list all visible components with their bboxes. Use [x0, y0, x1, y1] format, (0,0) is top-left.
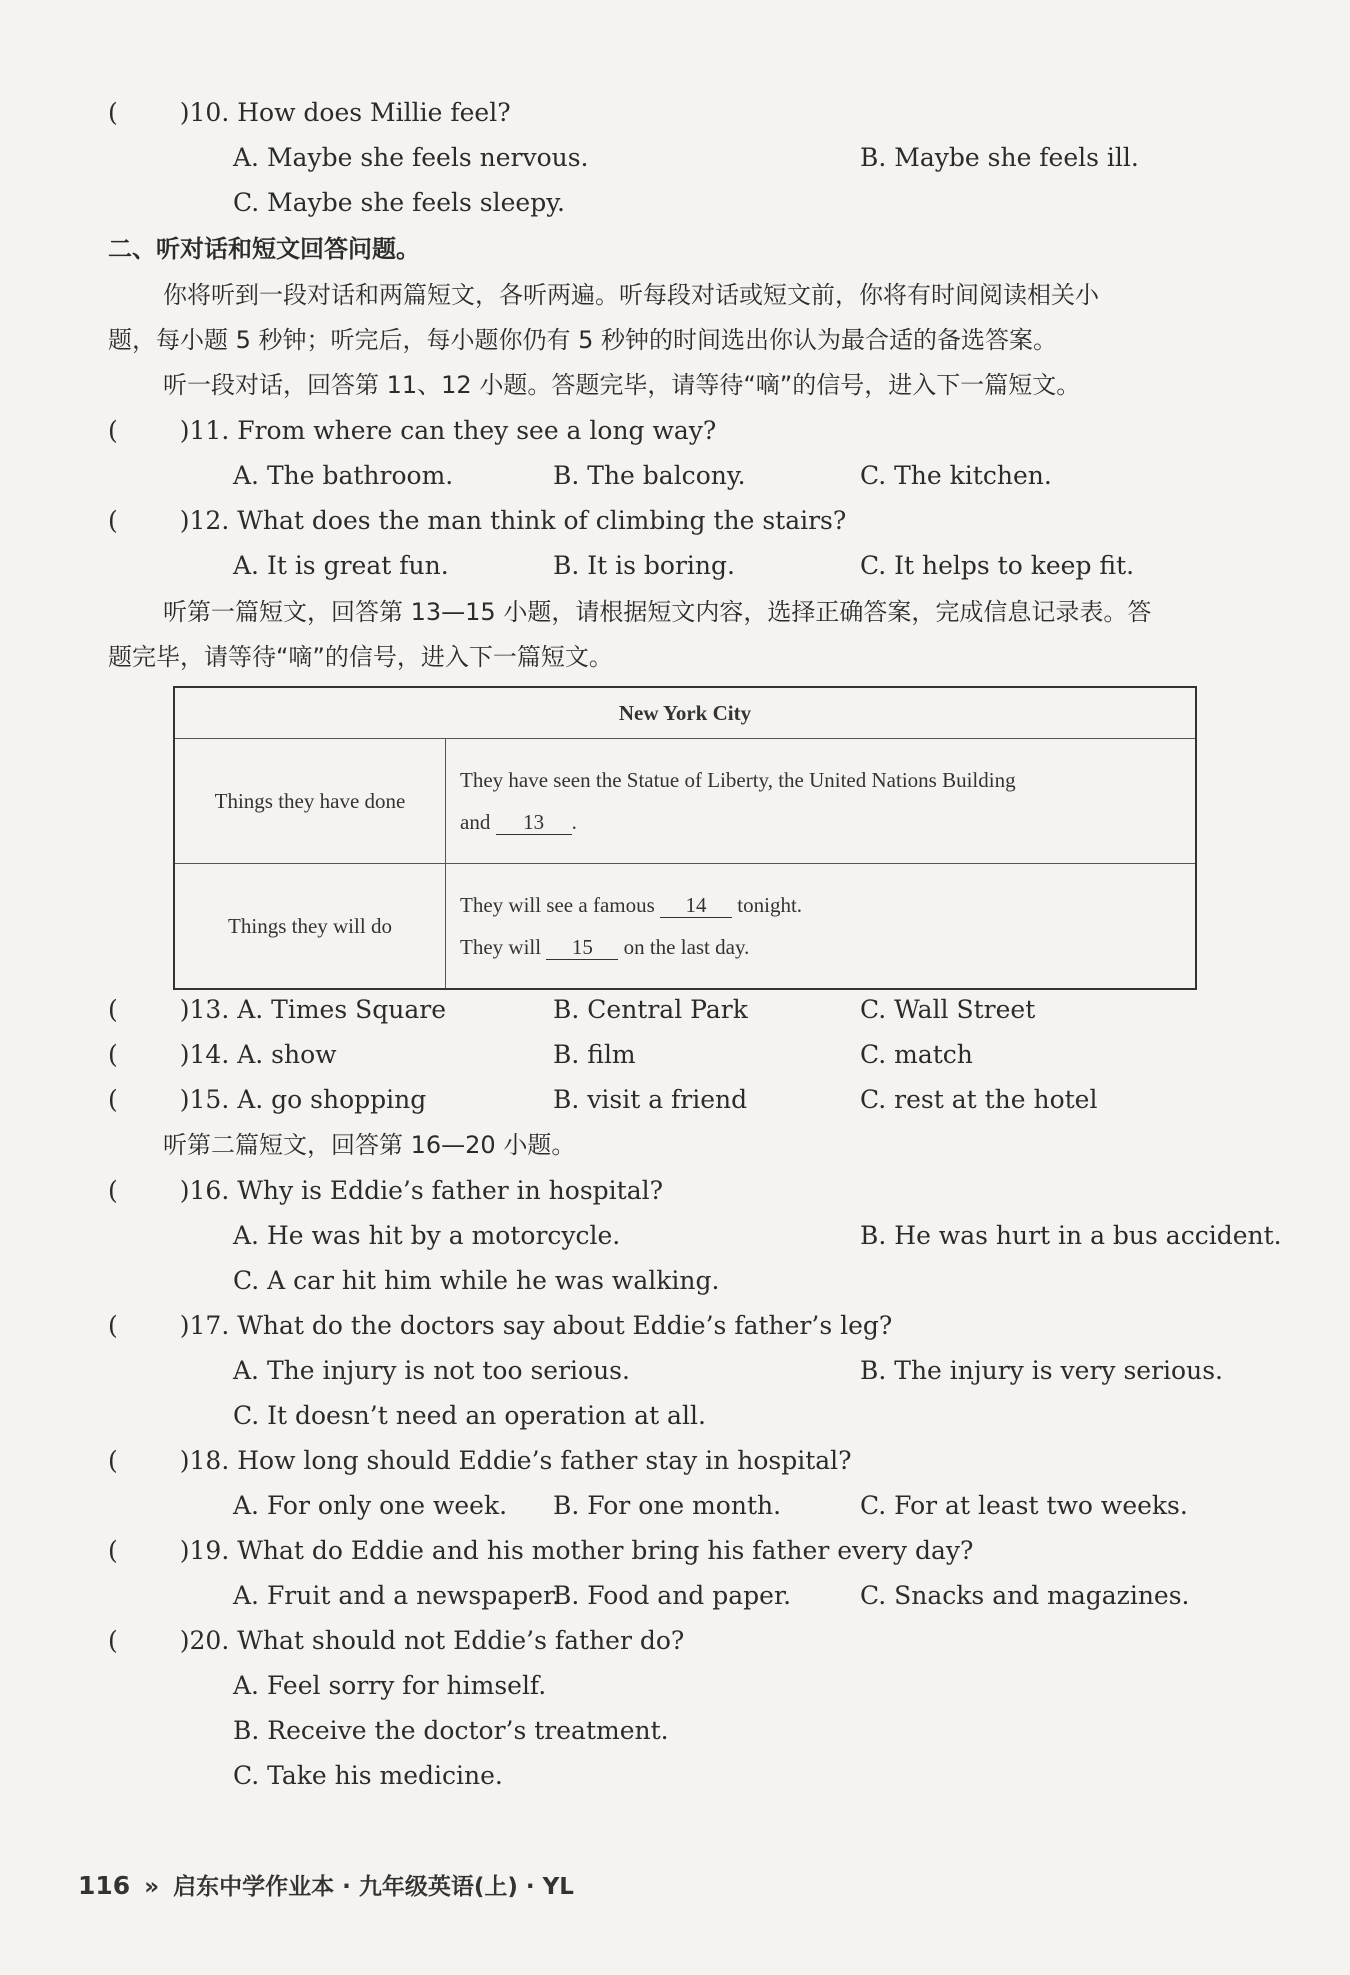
answer-paren: (	[108, 1626, 118, 1655]
book-title: 启东中学作业本 · 九年级英语(上) · YL	[173, 1874, 574, 1900]
option-a: A. The injury is not too serious.	[233, 1356, 630, 1385]
option-c: C. It helps to keep fit.	[860, 551, 1135, 580]
option-b: B. Maybe she feels ill.	[860, 143, 1139, 172]
instruction-line-2: 题，每小题 5 秒钟；听完后，每小题你仍有 5 秒钟的时间选出你认为最合适的备选答案。	[108, 326, 1058, 354]
question-14	[108, 1038, 337, 1072]
question-text: How does Millie feel?	[237, 98, 511, 127]
option-a: A. go shopping	[237, 1085, 427, 1114]
option-b: B. film	[553, 1040, 636, 1069]
page-footer	[78, 1868, 574, 1901]
option-a: A. For only one week.	[233, 1491, 508, 1520]
content-text: They will see a famous	[460, 893, 655, 917]
question-19	[108, 1534, 973, 1568]
option-b: B. For one month.	[553, 1491, 782, 1520]
option-c: C. Wall Street	[860, 995, 1036, 1024]
question-text: What do the doctors say about Eddie’s father’s leg?	[237, 1311, 893, 1340]
question-number: )10.	[179, 98, 230, 127]
question-text: What do Eddie and his mother bring his father every day?	[237, 1536, 974, 1565]
question-11	[108, 414, 716, 448]
row-content-will-do	[446, 864, 1197, 990]
option-c: C. match	[860, 1040, 973, 1069]
passage2-intro: 听第二篇短文，回答第 16—20 小题。	[163, 1131, 576, 1159]
option-c: C. For at least two weeks.	[860, 1491, 1188, 1520]
info-record-table	[173, 686, 1197, 990]
question-number: )18.	[179, 1446, 230, 1475]
content-text: tonight.	[737, 893, 803, 917]
answer-paren: (	[108, 1176, 118, 1205]
content-text: on the last day.	[623, 935, 750, 959]
row-content-done	[446, 739, 1197, 864]
page-number: 116	[78, 1871, 131, 1900]
answer-paren: (	[108, 1311, 118, 1340]
option-c: C. It doesn’t need an operation at all.	[233, 1401, 706, 1430]
content-line	[460, 884, 1181, 926]
question-17	[108, 1309, 892, 1343]
question-18	[108, 1444, 852, 1478]
question-13	[108, 993, 446, 1027]
answer-paren: (	[108, 1446, 118, 1475]
content-text: .	[571, 810, 577, 834]
option-a: A. Feel sorry for himself.	[233, 1671, 547, 1700]
blank-13[interactable]: 13	[496, 810, 572, 835]
option-b: B. Food and paper.	[553, 1581, 792, 1610]
dialog-intro: 听一段对话，回答第 11、12 小题。答题完毕，请等待“嘀”的信号，进入下一篇短文。	[163, 371, 1081, 399]
option-c: C. Snacks and magazines.	[860, 1581, 1190, 1610]
table-title: New York City	[174, 687, 1196, 739]
answer-paren: (	[108, 1040, 118, 1069]
answer-paren: (	[108, 506, 118, 535]
option-c: C. Take his medicine.	[233, 1761, 503, 1790]
question-number: )14.	[179, 1040, 230, 1069]
blank-14[interactable]: 14	[660, 893, 732, 918]
question-number: )13.	[179, 995, 230, 1024]
option-a: A. Fruit and a newspaper.	[233, 1581, 561, 1610]
option-b: B. The injury is very serious.	[860, 1356, 1223, 1385]
answer-paren: (	[108, 1536, 118, 1565]
question-number: )16.	[179, 1176, 230, 1205]
blank-15[interactable]: 15	[546, 935, 618, 960]
option-c: C. A car hit him while he was walking.	[233, 1266, 720, 1295]
option-a: A. Times Square	[237, 995, 447, 1024]
answer-paren: (	[108, 1085, 118, 1114]
question-16	[108, 1174, 663, 1208]
passage1-intro-line-2: 题完毕，请等待“嘀”的信号，进入下一篇短文。	[108, 643, 613, 671]
question-10	[108, 96, 511, 130]
option-a: A. He was hit by a motorcycle.	[233, 1221, 621, 1250]
question-15	[108, 1083, 426, 1117]
question-text: What does the man think of climbing the stairs?	[237, 506, 847, 535]
row-label-will-do: Things they will do	[174, 864, 446, 990]
question-text: Why is Eddie’s father in hospital?	[237, 1176, 664, 1205]
option-b: B. He was hurt in a bus accident.	[860, 1221, 1282, 1250]
question-text: How long should Eddie’s father stay in hospital?	[237, 1446, 852, 1475]
option-c: C. Maybe she feels sleepy.	[233, 188, 565, 217]
passage1-intro-line-1: 听第一篇短文，回答第 13—15 小题，请根据短文内容，选择正确答案，完成信息记录表。答	[163, 598, 1152, 626]
option-b: B. visit a friend	[553, 1085, 748, 1114]
question-text: From where can they see a long way?	[237, 416, 717, 445]
arrows-icon: »	[144, 1874, 160, 1900]
option-b: B. The balcony.	[553, 461, 746, 490]
answer-paren: (	[108, 416, 118, 445]
option-a: A. show	[237, 1040, 337, 1069]
question-number: )11.	[179, 416, 230, 445]
option-b: B. Central Park	[553, 995, 748, 1024]
question-number: )20.	[179, 1626, 230, 1655]
question-number: )19.	[179, 1536, 230, 1565]
content-text: They will	[460, 935, 542, 959]
option-b: B. It is boring.	[553, 551, 735, 580]
question-text: What should not Eddie’s father do?	[237, 1626, 685, 1655]
question-20	[108, 1624, 684, 1658]
content-line: They have seen the Statue of Liberty, the United Nations Building	[460, 768, 1016, 792]
answer-paren: (	[108, 98, 118, 127]
question-number: )17.	[179, 1311, 230, 1340]
option-a: A. The bathroom.	[233, 461, 454, 490]
section-heading: 二、听对话和短文回答问题。	[108, 235, 420, 263]
instruction-line-1: 你将听到一段对话和两篇短文，各听两遍。听每段对话或短文前，你将有时间阅读相关小	[163, 281, 1099, 309]
question-number: )15.	[179, 1085, 230, 1114]
content-line	[460, 926, 1181, 968]
option-a: A. It is great fun.	[233, 551, 449, 580]
question-number: )12.	[179, 506, 230, 535]
option-c: C. rest at the hotel	[860, 1085, 1098, 1114]
option-c: C. The kitchen.	[860, 461, 1052, 490]
option-b: B. Receive the doctor’s treatment.	[233, 1716, 669, 1745]
question-12	[108, 504, 846, 538]
option-a: A. Maybe she feels nervous.	[233, 143, 589, 172]
content-line	[460, 801, 1181, 843]
content-text: and	[460, 810, 491, 834]
row-label-done: Things they have done	[174, 739, 446, 864]
answer-paren: (	[108, 995, 118, 1024]
